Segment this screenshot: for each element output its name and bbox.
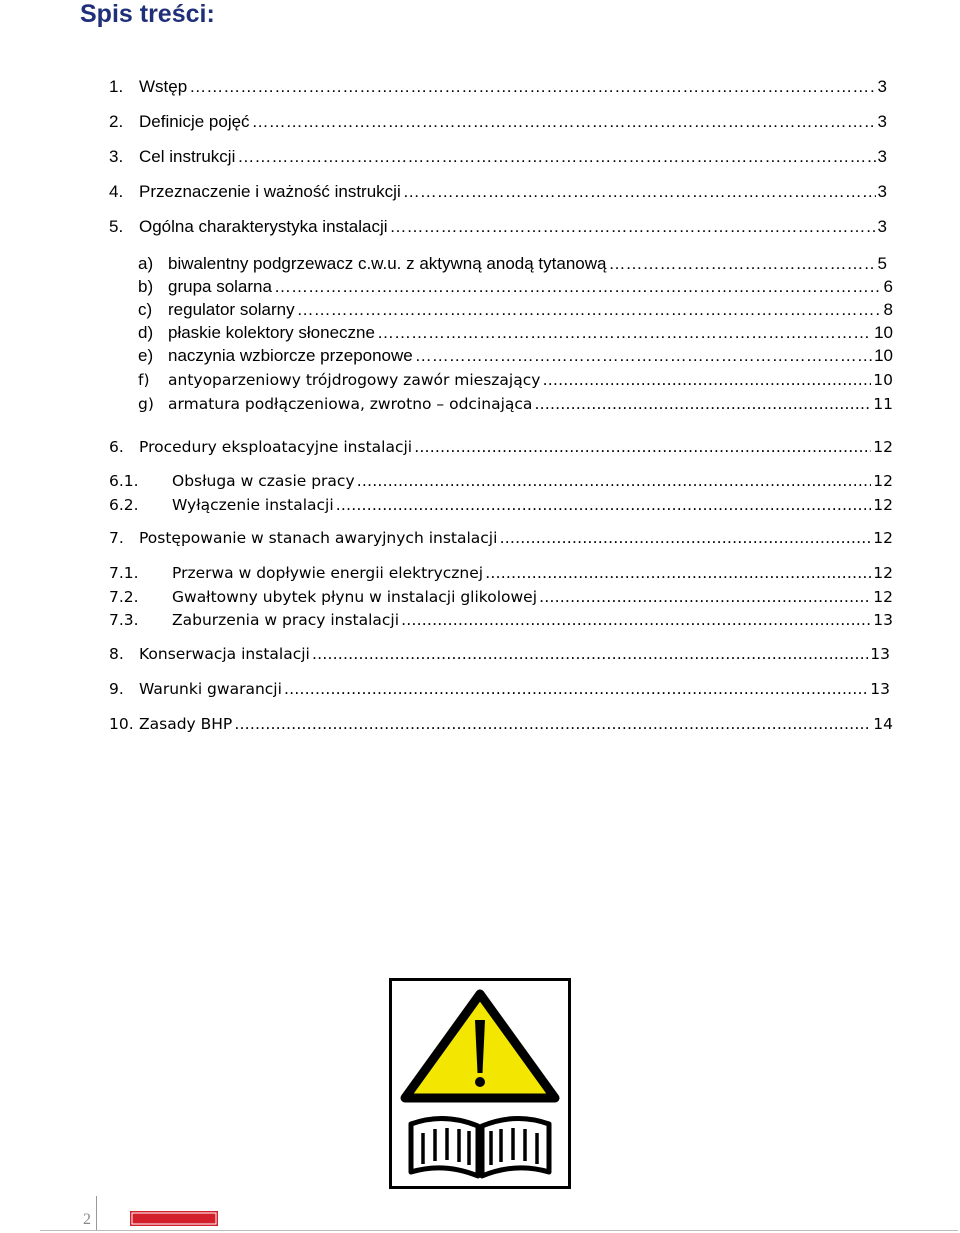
- toc-entry[interactable]: [138, 276, 893, 298]
- toc-page: 13: [870, 680, 890, 698]
- toc-leader: [499, 527, 871, 549]
- toc-leader: [390, 216, 876, 238]
- toc-text: biwalentny podgrzewacz c.w.u. z aktywną anodą tytanową: [168, 254, 607, 273]
- toc-page: 13: [870, 645, 890, 663]
- toc-leader: [336, 494, 872, 516]
- toc-page: 10: [874, 346, 893, 365]
- toc-entry[interactable]: [109, 494, 893, 516]
- toc-leader: [401, 609, 871, 631]
- toc-entry[interactable]: [109, 111, 887, 133]
- toc-entry[interactable]: [138, 299, 893, 321]
- warning-read-manual-icon: [389, 978, 571, 1189]
- toc-page: 12: [873, 564, 893, 582]
- toc-entry[interactable]: [109, 562, 893, 584]
- toc-entry[interactable]: [109, 643, 890, 665]
- toc-leader: [377, 322, 872, 344]
- toc-number: 4.: [109, 182, 124, 201]
- toc-number: 3.: [109, 147, 124, 166]
- toc-entry[interactable]: [109, 76, 887, 98]
- toc-entry[interactable]: [109, 678, 890, 700]
- toc-number: 6.2.: [109, 496, 139, 514]
- toc-leader: [189, 76, 875, 98]
- toc-text: Obsługa w czasie pracy: [172, 472, 355, 490]
- toc-entry[interactable]: [109, 713, 893, 735]
- toc-number: 5.: [109, 217, 124, 236]
- toc-entry[interactable]: [109, 181, 887, 203]
- toc-entry[interactable]: [138, 253, 887, 275]
- toc-page: 14: [873, 715, 893, 733]
- toc-leader: [414, 436, 871, 458]
- toc-leader: [608, 253, 875, 275]
- toc-leader: [312, 643, 868, 665]
- toc-leader: [403, 181, 876, 203]
- toc-text: Warunki gwarancji: [139, 680, 282, 698]
- toc-number: d): [138, 323, 154, 342]
- page-title: Spis treści:: [80, 0, 215, 28]
- toc-text: Postępowanie w stanach awaryjnych instalacji: [139, 529, 498, 547]
- toc-number: 1.: [109, 77, 124, 96]
- toc-text: armatura podłączeniowa, zwrotno – odcinająca: [168, 395, 533, 413]
- toc-page: 5: [877, 254, 887, 273]
- toc-leader: [539, 586, 871, 608]
- toc-page: 8: [883, 300, 893, 319]
- toc-text: grupa solarna: [168, 277, 272, 296]
- footer-divider: [96, 1196, 97, 1230]
- toc-entry[interactable]: [109, 470, 893, 492]
- toc-text: regulator solarny: [168, 300, 295, 319]
- toc-number: e): [138, 346, 154, 365]
- toc-number: 6.: [109, 438, 124, 456]
- toc-page: 3: [877, 112, 887, 131]
- toc-text: Wstęp: [139, 77, 188, 96]
- toc-text: Procedury eksploatacyjne instalacji: [139, 438, 413, 456]
- toc-text: naczynia wzbiorcze przeponowe: [168, 346, 413, 365]
- toc-leader: [284, 678, 868, 700]
- toc-number: 6.1.: [109, 472, 139, 490]
- sanito-logo: [130, 1211, 218, 1226]
- toc-entry[interactable]: [138, 393, 893, 415]
- toc-entry[interactable]: [138, 322, 893, 344]
- toc-number: 8.: [109, 645, 124, 663]
- toc-leader: [485, 562, 871, 584]
- toc-number: b): [138, 277, 154, 296]
- toc-number: 7.: [109, 529, 124, 547]
- toc-page: 10: [873, 371, 893, 389]
- toc-page: 12: [873, 529, 893, 547]
- toc-number: 7.1.: [109, 564, 139, 582]
- toc-text: Konserwacja instalacji: [139, 645, 310, 663]
- toc-text: Gwałtowny ubytek płynu w instalacji glikolowej: [172, 588, 538, 606]
- toc-leader: [237, 146, 875, 168]
- toc-number: a): [138, 254, 154, 273]
- toc-leader: [252, 111, 876, 133]
- toc-page: 13: [873, 611, 893, 629]
- toc-entry[interactable]: [109, 586, 893, 608]
- toc-leader: [415, 345, 872, 367]
- toc-number: g): [138, 395, 154, 413]
- toc-text: Zaburzenia w pracy instalacji: [172, 611, 400, 629]
- toc-entry[interactable]: [109, 216, 887, 238]
- toc-leader: [297, 299, 882, 321]
- toc-text: Przeznaczenie i ważność instrukcji: [139, 182, 401, 201]
- page-number: 2: [83, 1211, 91, 1228]
- toc-page: 12: [873, 438, 893, 456]
- toc-page: 12: [873, 472, 893, 490]
- toc-page: 12: [873, 496, 893, 514]
- toc-page: 12: [873, 588, 893, 606]
- toc-number: 9.: [109, 680, 124, 698]
- toc-page: 11: [873, 395, 893, 413]
- toc-number: f): [138, 371, 150, 389]
- toc-entry[interactable]: [109, 146, 887, 168]
- toc-text: Wyłączenie instalacji: [172, 496, 334, 514]
- toc-text: Ogólna charakterystyka instalacji: [139, 217, 388, 236]
- toc-leader: [357, 470, 872, 492]
- toc-page: 3: [877, 147, 887, 166]
- toc-number: 7.3.: [109, 611, 139, 629]
- toc-leader: [234, 713, 871, 735]
- toc-leader: [534, 393, 871, 415]
- toc-text: antyoparzeniowy trójdrogowy zawór mieszający: [168, 371, 541, 389]
- toc-number: c): [138, 300, 153, 319]
- toc-entry[interactable]: [109, 527, 893, 549]
- toc-text: płaskie kolektory słoneczne: [168, 323, 375, 342]
- toc-entry[interactable]: [109, 609, 893, 631]
- toc-page: 3: [877, 77, 887, 96]
- toc-entry[interactable]: [138, 345, 893, 367]
- toc-page: 3: [877, 182, 887, 201]
- toc-page: 10: [874, 323, 893, 342]
- toc-leader: [274, 276, 882, 298]
- footer-rule: [40, 1230, 958, 1231]
- toc-entry[interactable]: [138, 369, 893, 391]
- toc-page: 3: [877, 217, 887, 236]
- toc-page: 6: [883, 277, 893, 296]
- toc-number: 10.: [109, 715, 134, 733]
- toc-number: 2.: [109, 112, 124, 131]
- toc-number: 7.2.: [109, 588, 139, 606]
- toc-entry[interactable]: [109, 436, 893, 458]
- toc-text: Przerwa w dopływie energii elektrycznej: [172, 564, 484, 582]
- toc-text: Zasady BHP: [139, 715, 233, 733]
- toc-leader: [542, 369, 871, 391]
- toc-text: Definicje pojęć: [139, 112, 250, 131]
- toc-text: Cel instrukcji: [139, 147, 236, 166]
